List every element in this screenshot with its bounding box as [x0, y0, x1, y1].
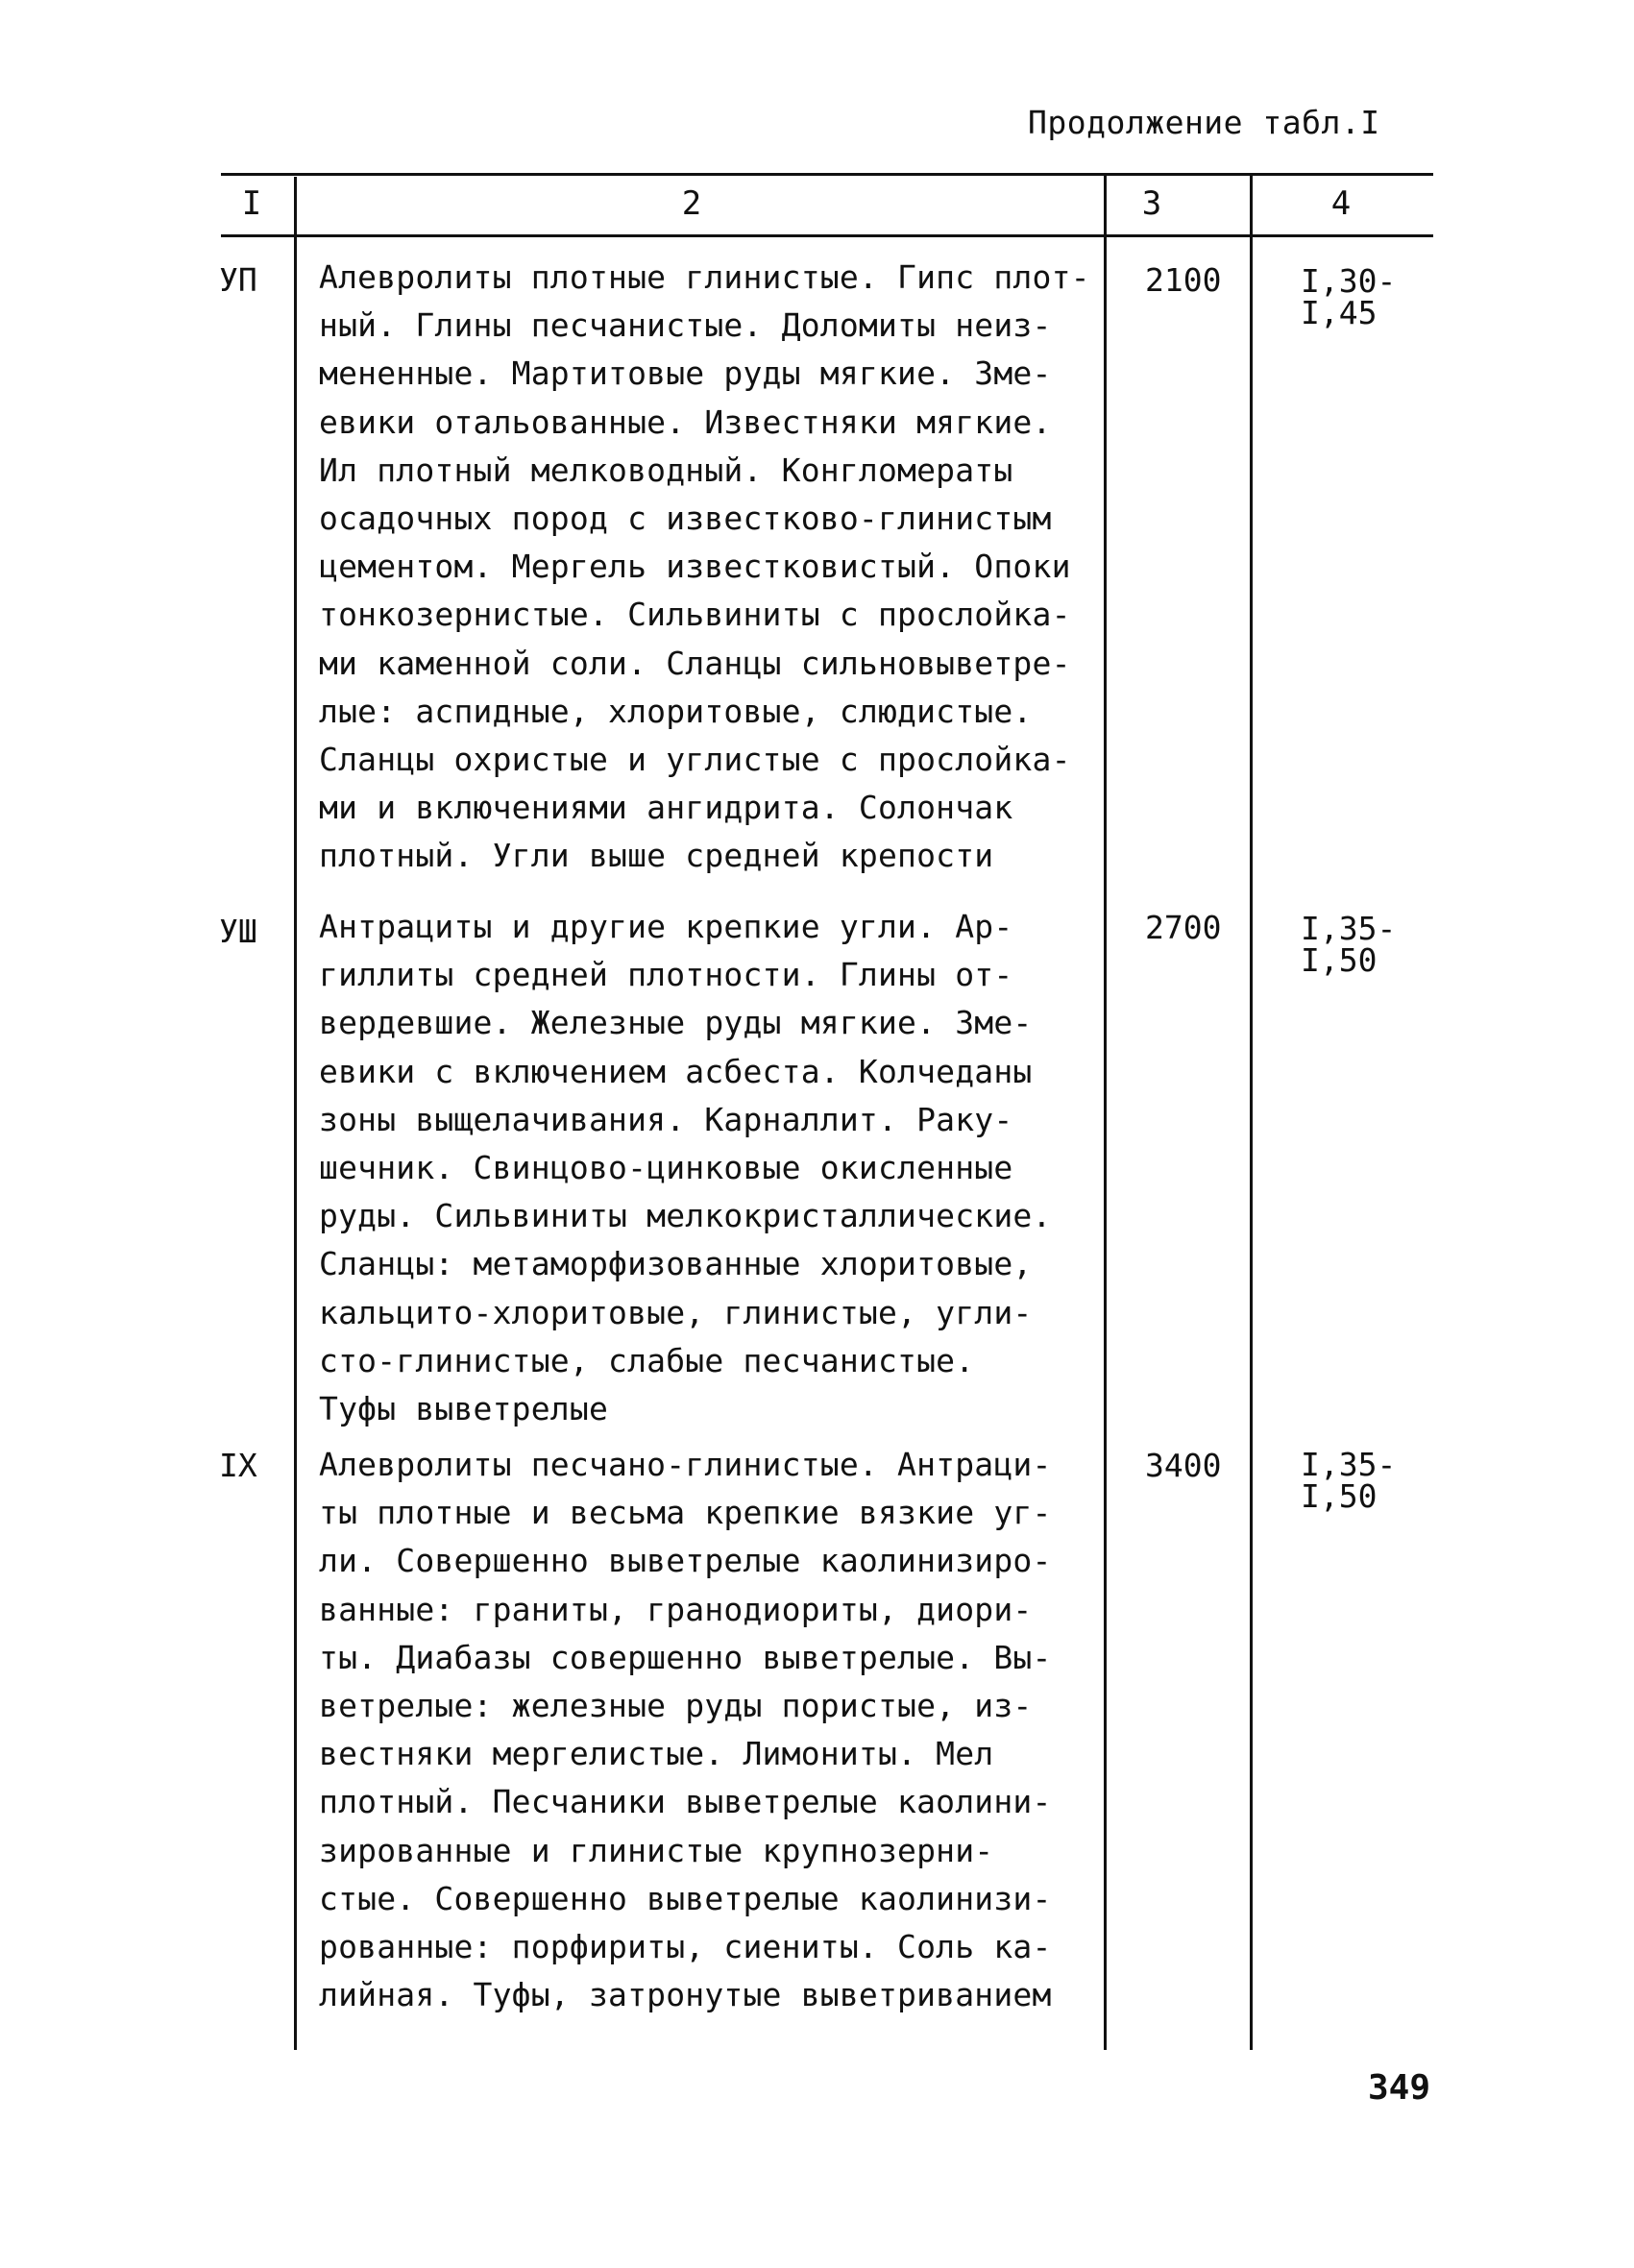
row-strength-value: 3400	[1145, 1447, 1222, 1484]
column-divider-1	[294, 177, 297, 2050]
row-description	[319, 254, 1090, 881]
description-line: ты. Диабазы совершенно выветрелые. Вы-	[319, 1638, 1052, 1676]
description-line: плотный. Угли выше средней крепости	[319, 837, 994, 875]
description-line: Сланцы охристые и углистые с прослойка-	[319, 741, 1071, 779]
description-line: Туфы выветрелые	[319, 1390, 609, 1428]
description-line: ванные: граниты, гранодиориты, диори-	[319, 1590, 1033, 1628]
header-col-2: 2	[681, 184, 702, 223]
row-coefficient-range	[1301, 910, 1397, 979]
row-description	[319, 1441, 1087, 2019]
coefficient-min: I,30-	[1301, 262, 1397, 300]
header-col-1: I	[241, 184, 262, 223]
description-line: мененные. Мартитовые руды мягкие. Зме-	[319, 354, 1052, 393]
column-divider-2	[1104, 173, 1107, 2050]
description-line: Сланцы: метаморфизованные хлоритовые,	[319, 1245, 1033, 1283]
description-line: ветрелые: железные руды пористые, из-	[319, 1687, 1033, 1725]
row-strength-value: 2700	[1145, 909, 1222, 946]
description-line: зоны выщелачивания. Карналлит. Раку-	[319, 1100, 1013, 1138]
description-line: Алевролиты плотные глинистые. Гипс плот-	[319, 258, 1090, 296]
coefficient-min: I,35-	[1301, 1446, 1397, 1483]
row-coefficient-range	[1301, 262, 1397, 331]
description-line: стые. Совершенно выветрелые каолинизи-	[319, 1879, 1052, 1917]
description-line: ный. Глины песчанистые. Доломиты неиз-	[319, 306, 1052, 345]
description-line: зированные и глинистые крупнозерни-	[319, 1831, 994, 1869]
description-line: Алевролиты песчано-глинистые. Антраци-	[319, 1446, 1052, 1483]
coefficient-max: I,45	[1301, 294, 1378, 331]
page-number: 349	[1368, 2068, 1431, 2108]
coefficient-max: I,50	[1301, 941, 1378, 979]
description-line: вердевшие. Железные руды мягкие. Зме-	[319, 1004, 1033, 1042]
description-line: плотный. Песчаники выветрелые каолини-	[319, 1783, 1052, 1821]
description-line: ты плотные и весьма крепкие вязкие уг-	[319, 1494, 1052, 1532]
description-line: ми каменной соли. Сланцы сильновыветре-	[319, 644, 1071, 682]
row-strength-value: 2100	[1145, 261, 1222, 299]
description-line: вестняки мергелистые. Лимониты. Мел	[319, 1735, 994, 1773]
column-divider-3	[1250, 173, 1253, 2050]
description-line: осадочных пород с известково-глинистым	[319, 500, 1052, 538]
description-line: рованные: порфириты, сиениты. Соль ка-	[319, 1928, 1052, 1966]
description-line: руды. Сильвиниты мелкокристаллические.	[319, 1197, 1052, 1235]
description-line: тонкозернистые. Сильвиниты с прослойка-	[319, 596, 1071, 634]
description-line: цементом. Мергель известковистый. Опоки	[319, 548, 1071, 586]
table-caption: Продолжение табл.I	[1028, 104, 1380, 141]
description-line: шечник. Свинцово-цинковые окисленные	[319, 1149, 1013, 1187]
description-line: лые: аспидные, хлоритовые, слюдистые.	[319, 692, 1033, 730]
header-col-3: 3	[1141, 184, 1162, 223]
row-category: IX	[219, 1447, 257, 1484]
row-category: УП	[219, 261, 257, 299]
description-line: Антрациты и другие крепкие угли. Ар-	[319, 908, 1013, 945]
description-line: евики с включением асбеста. Колчеданы	[319, 1052, 1033, 1090]
row-coefficient-range	[1301, 1446, 1397, 1515]
coefficient-max: I,50	[1301, 1477, 1378, 1515]
coefficient-min: I,35-	[1301, 910, 1397, 947]
description-line: ли. Совершенно выветрелые каолинизиро-	[319, 1542, 1052, 1580]
description-line: сто-глинистые, слабые песчанистые.	[319, 1341, 975, 1379]
description-line: лийная. Туфы, затронутые выветриванием	[319, 1976, 1052, 2014]
description-line: кальцито-хлоритовые, глинистые, угли-	[319, 1293, 1033, 1331]
row-category: УШ	[219, 913, 257, 950]
description-line: Ил плотный мелководный. Конгломераты	[319, 451, 1013, 489]
header-col-4: 4	[1330, 184, 1352, 223]
description-line: евики отальованные. Известняки мягкие.	[319, 402, 1052, 441]
row-description	[319, 903, 1087, 1433]
description-line: гиллиты средней плотности. Глины от-	[319, 956, 1013, 994]
description-line: ми и включениями ангидрита. Солончак	[319, 789, 1013, 827]
